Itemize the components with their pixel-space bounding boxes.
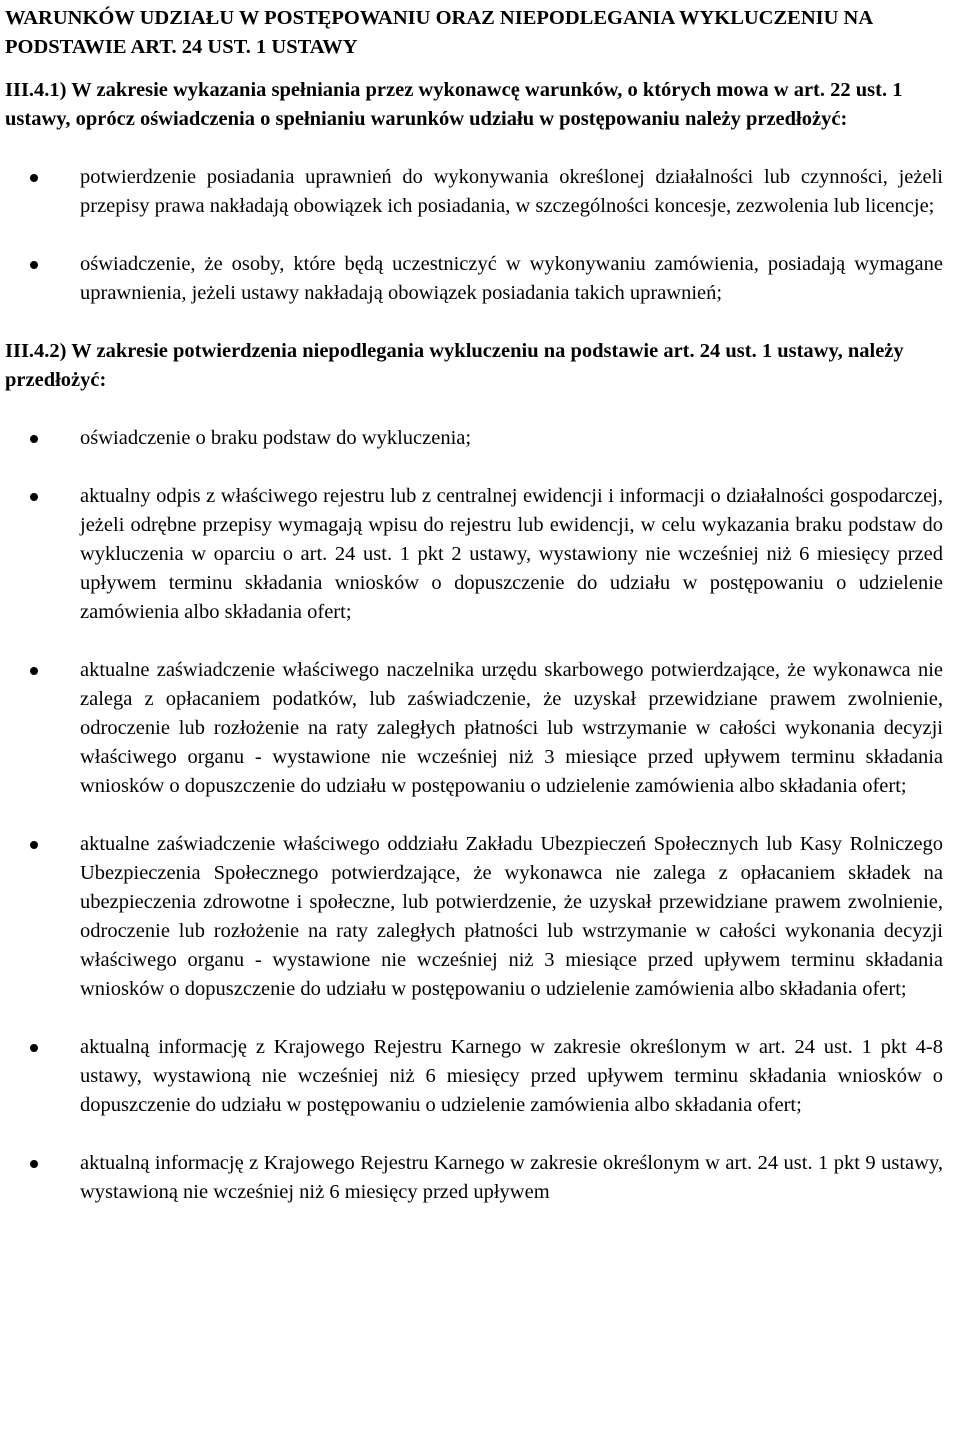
list-item-text: aktualną informację z Krajowego Rejestru Karnego w zakresie określonym w art. 24 ust. 1 pkt 9 ustawy, wystawioną nie wcześniej niż 6 miesięcy przed upływem [80, 1152, 943, 1203]
section-heading-iii-4-2: III.4.2) W zakresie potwierdzenia niepodlegania wykluczeniu na podstawie art. 24 ust. 1 ustawy, należy przedłożyć: [5, 340, 904, 391]
bullet-icon [30, 174, 38, 182]
bullet-icon [30, 261, 38, 269]
list-item-text: aktualne zaświadczenie właściwego naczelnika urzędu skarbowego potwierdzające, że wykonawca nie zalega z opłacaniem podatków, lub zaświadczenie, że uzyskał przewidziane prawem zwolnienie, odroczenie lub rozłożenie na raty zaległych płatności lub wstrzymanie w całości wykonania decyzji właściwego organu - wystawione nie wcześniej niż 3 miesiące przed upływem terminu składania wniosków o dopuszczenie do udziału w postępowaniu o udzielenie zamówienia albo składania ofert; [80, 659, 943, 797]
list-item-text: oświadczenie, że osoby, które będą uczestniczyć w wykonywaniu zamówienia, posiadają wymagane uprawnienia, jeżeli ustawy nakładają obowiązek posiadania takich uprawnień; [80, 253, 943, 304]
list-item [5, 424, 943, 453]
list-item-text: aktualne zaświadczenie właściwego oddziału Zakładu Ubezpieczeń Społecznych lub Kasy Rolniczego Ubezpieczenia Społecznego potwierdzające, że wykonawca nie zalega z opłacaniem składek na ubezpieczenia zdrowotne i społeczne, lub potwierdzenie, że uzyskał przewidziane prawem zwolnienie, odroczenie lub rozłożenie na raty zaległych płatności lub wstrzymanie w całości wykonania decyzji właściwego organu - wystawione nie wcześniej niż 3 miesiące przed upływem terminu składania wniosków o dopuszczenie do udziału w postępowaniu o udzielenie zamówienia albo składania ofert; [80, 833, 943, 1000]
list-item [5, 1149, 943, 1207]
list-item-text: potwierdzenie posiadania uprawnień do wykonywania określonej działalności lub czynności, jeżeli przepisy prawa nakładają obowiązek ich posiadania, w szczególności koncesje, zezwolenia lub licencje; [80, 166, 943, 217]
requirements-list-1 [5, 163, 943, 308]
list-item [5, 830, 943, 1004]
list-item [5, 482, 943, 627]
section-heading-iii-4-1: III.4.1) W zakresie wykazania spełniania przez wykonawcę warunków, o których mowa w art. 22 ust. 1 ustawy, oprócz oświadczenia o spełnianiu warunków udziału w postępowaniu należy przedłożyć: [5, 79, 903, 130]
list-item-text: oświadczenie o braku podstaw do wykluczenia; [80, 427, 472, 449]
document-page [5, 4, 943, 1207]
bullet-icon [30, 1044, 38, 1052]
list-item-text: aktualną informację z Krajowego Rejestru Karnego w zakresie określonym w art. 24 ust. 1 pkt 4-8 ustawy, wystawioną nie wcześniej niż 6 miesięcy przed upływem terminu składania wniosków o dopuszczenie do udziału w postępowaniu o udzielenie zamówienia albo składania ofert; [80, 1036, 943, 1116]
document-title: WARUNKÓW UDZIAŁU W POSTĘPOWANIU ORAZ NIEPODLEGANIA WYKLUCZENIU NA PODSTAWIE ART. 24 UST. 1 USTAWY [5, 7, 873, 58]
bullet-icon [30, 841, 38, 849]
list-item [5, 656, 943, 801]
bullet-icon [30, 667, 38, 675]
list-item [5, 1033, 943, 1120]
list-item-text: aktualny odpis z właściwego rejestru lub z centralnej ewidencji i informacji o działalności gospodarczej, jeżeli odrębne przepisy wymagają wpisu do rejestru lub ewidencji, w celu wykazania braku podstaw do wykluczenia w oparciu o art. 24 ust. 1 pkt 2 ustawy, wystawiony nie wcześniej niż 6 miesięcy przed upływem terminu składania wniosków o dopuszczenie do udziału w postępowaniu o udzielenie zamówienia albo składania ofert; [80, 485, 943, 623]
bullet-icon [30, 435, 38, 443]
list-item [5, 250, 943, 308]
requirements-list-2 [5, 424, 943, 1207]
bullet-icon [30, 493, 38, 501]
bullet-icon [30, 1160, 38, 1168]
list-item [5, 163, 943, 221]
